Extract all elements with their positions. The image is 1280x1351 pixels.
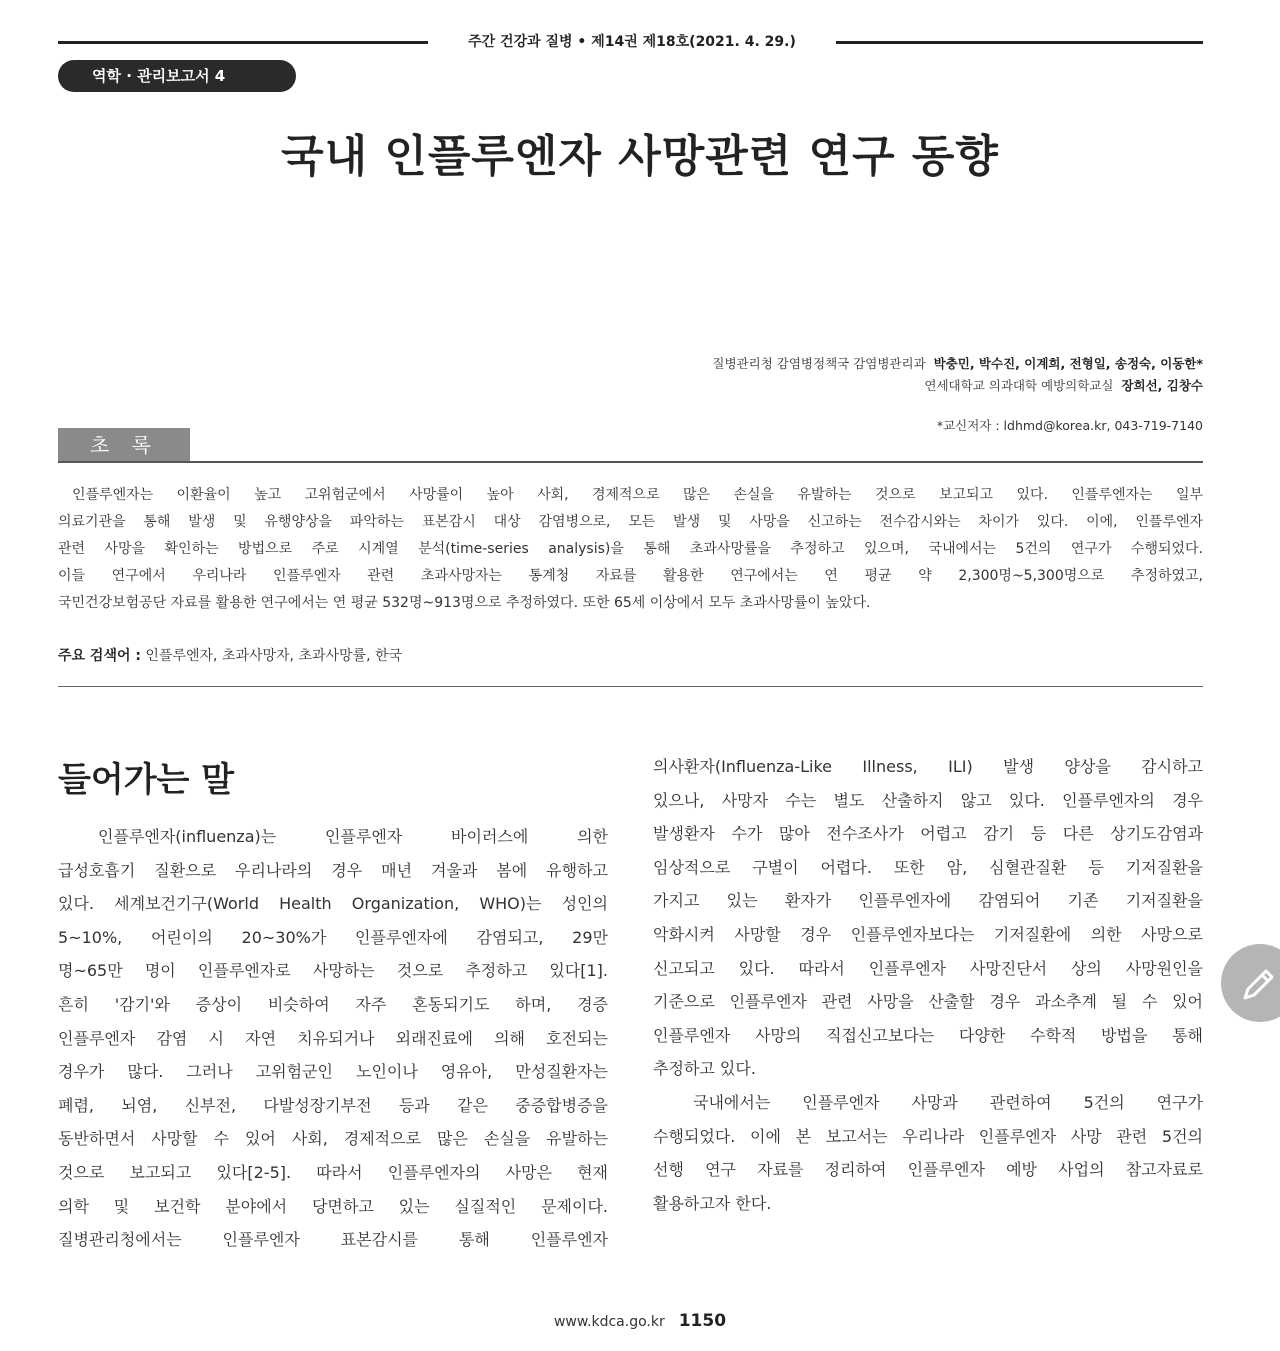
body-line: 명~65만 명이 인플루엔자로 사망하는 것으로 추정하고 있다[1]. — [58, 961, 608, 981]
body-line: 악화시켜 사망할 경우 인플루엔자보다는 기저질환에 의한 사망으로 — [653, 924, 1203, 944]
pencil-icon — [1239, 964, 1279, 1004]
abstract-tab: 초 록 — [58, 428, 190, 462]
body-line: 임상적으로 구별이 어렵다. 또한 암, 심혈관질환 등 기저질환을 — [653, 857, 1203, 877]
body-line: 수행되었다. 이에 본 보고서는 우리나라 인플루엔자 사망 관련 5건의 — [653, 1126, 1203, 1146]
affiliation-2: 연세대학교 의과대학 예방의학교실 — [924, 378, 1114, 393]
abstract-body — [58, 482, 1203, 617]
series-badge: 역학 · 관리보고서 4 — [58, 60, 296, 92]
page-number: 1150 — [678, 1311, 727, 1331]
abstract-line: 인플루엔자는 이환율이 높고 고위험군에서 사망률이 높아 사회, 경제적으로 많은 손실을 유발하는 것으로 보고되고 있다. 인플루엔자는 일부 — [72, 487, 1203, 503]
header-rule-left — [58, 41, 428, 44]
page-title: 국내 인플루엔자 사망관련 연구 동향 — [281, 131, 999, 182]
author-names-1: 박충민, 박수진, 이계희, 전형일, 송정숙, 이동한* — [933, 356, 1203, 371]
edit-button[interactable] — [1221, 944, 1280, 1022]
body-line: 질병관리청에서는 인플루엔자 표본감시를 통해 인플루엔자 — [58, 1230, 608, 1250]
body-line: 있으나, 사망자 수는 별도 산출하지 않고 있다. 인플루엔자의 경우 — [653, 790, 1203, 810]
authors-line-2 — [924, 376, 1203, 394]
header-rule-right — [836, 41, 1203, 44]
body-line: 발생환자 수가 많아 전수조사가 어렵고 감기 등 다른 상기도감염과 — [653, 824, 1203, 844]
body-line: 것으로 보고되고 있다[2-5]. 따라서 인플루엔자의 사망은 현재 — [58, 1162, 608, 1182]
abstract-bottom-rule — [58, 686, 1203, 687]
abstract-rule — [58, 461, 1203, 463]
body-line: 의학 및 보건학 분야에서 당면하고 있는 실질적인 문제이다. — [58, 1196, 608, 1216]
abstract-line: 이들 연구에서 우리나라 인플루엔자 관련 초과사망자는 통계청 자료를 활용한 연구에서는 연 평균 약 2,300명~5,300명으로 추정하였고, — [58, 568, 1203, 584]
body-line: 가지고 있는 환자가 인플루엔자에 감염되어 기존 기저질환을 — [653, 891, 1203, 911]
body-line: 인플루엔자 감염 시 자연 치유되거나 외래진료에 의해 호전되는 — [58, 1028, 608, 1048]
keywords — [58, 645, 402, 665]
body-line: 국내에서는 인플루엔자 사망과 관련하여 5건의 연구가 — [693, 1092, 1203, 1112]
right-column — [653, 750, 1203, 1220]
keywords-label: 주요 검색어 : — [58, 648, 141, 664]
body-line: 선행 연구 자료를 정리하여 인플루엔자 예방 사업의 참고자료로 — [653, 1160, 1203, 1180]
abstract-line: 의료기관을 통해 발생 및 유행양상을 파악하는 표본감시 대상 감염병으로, 모든 발생 및 사망을 신고하는 전수감시와는 차이가 있다. 이에, 인플루엔자 — [58, 514, 1203, 530]
body-line: 경우가 많다. 그러나 고위험군인 노인이나 영유아, 만성질환자는 — [58, 1062, 608, 1082]
abstract-line: 국민건강보험공단 자료를 활용한 연구에서는 연 평균 532명~913명으로 추정하였다. 또한 65세 이상에서 모두 초과사망률이 높았다. — [58, 595, 871, 611]
authors-line-1 — [712, 354, 1203, 372]
body-line: 추정하고 있다. — [653, 1059, 756, 1079]
body-line: 인플루엔자(influenza)는 인플루엔자 바이러스에 의한 — [98, 827, 608, 846]
body-line: 동반하면서 사망할 수 있어 사회, 경제적으로 많은 손실을 유발하는 — [58, 1129, 608, 1149]
author-names-2: 장희선, 김창수 — [1121, 378, 1203, 393]
body-line: 흔히 '감기'와 증상이 비슷하여 자주 혼동되기도 하며, 경증 — [58, 994, 608, 1014]
body-line: 의사환자(Influenza-Like Illness, ILI) 발생 양상을 감시하고 — [653, 757, 1203, 776]
corresponding-author: *교신저자 : ldhmd@korea.kr, 043-719-7140 — [936, 418, 1203, 433]
keywords-value: 인플루엔자, 초과사망자, 초과사망률, 한국 — [145, 648, 403, 664]
body-line: 기준으로 인플루엔자 관련 사망을 산출할 경우 과소추계 될 수 있어 — [653, 992, 1203, 1012]
left-column — [58, 820, 608, 1257]
body-line: 인플루엔자 사망의 직접신고보다는 다양한 수학적 방법을 통해 — [653, 1025, 1203, 1045]
body-line: 5~10%, 어린이의 20~30%가 인플루엔자에 감염되고, 29만 — [58, 927, 608, 947]
body-line: 급성호흡기 질환으로 우리나라의 경우 매년 겨울과 봄에 유행하고 — [58, 860, 608, 880]
footer — [0, 1311, 1280, 1331]
abstract-line: 관련 사망을 확인하는 방법으로 주로 시계열 분석(time-series analysis)을 통해 초과사망률을 추정하고 있으며, 국내에서는 5건의 연구가 수행되었다. — [58, 541, 1203, 557]
body-line: 활용하고자 한다. — [653, 1193, 772, 1213]
journal-header: 주간 건강과 질병 • 제14권 제18호(2021. 4. 29.) — [468, 34, 796, 50]
body-line: 폐렴, 뇌염, 신부전, 다발성장기부전 등과 같은 중증합병증을 — [58, 1095, 608, 1115]
footer-url: www.kdca.go.kr — [553, 1314, 665, 1330]
body-line: 신고되고 있다. 따라서 인플루엔자 사망진단서 상의 사망원인을 — [653, 958, 1203, 978]
affiliation-1: 질병관리청 감염병정책국 감염병관리과 — [712, 356, 926, 371]
section-title: 들어가는 말 — [58, 760, 235, 800]
body-line: 있다. 세계보건기구(World Health Organization, WHO)는 성인의 — [58, 894, 608, 914]
